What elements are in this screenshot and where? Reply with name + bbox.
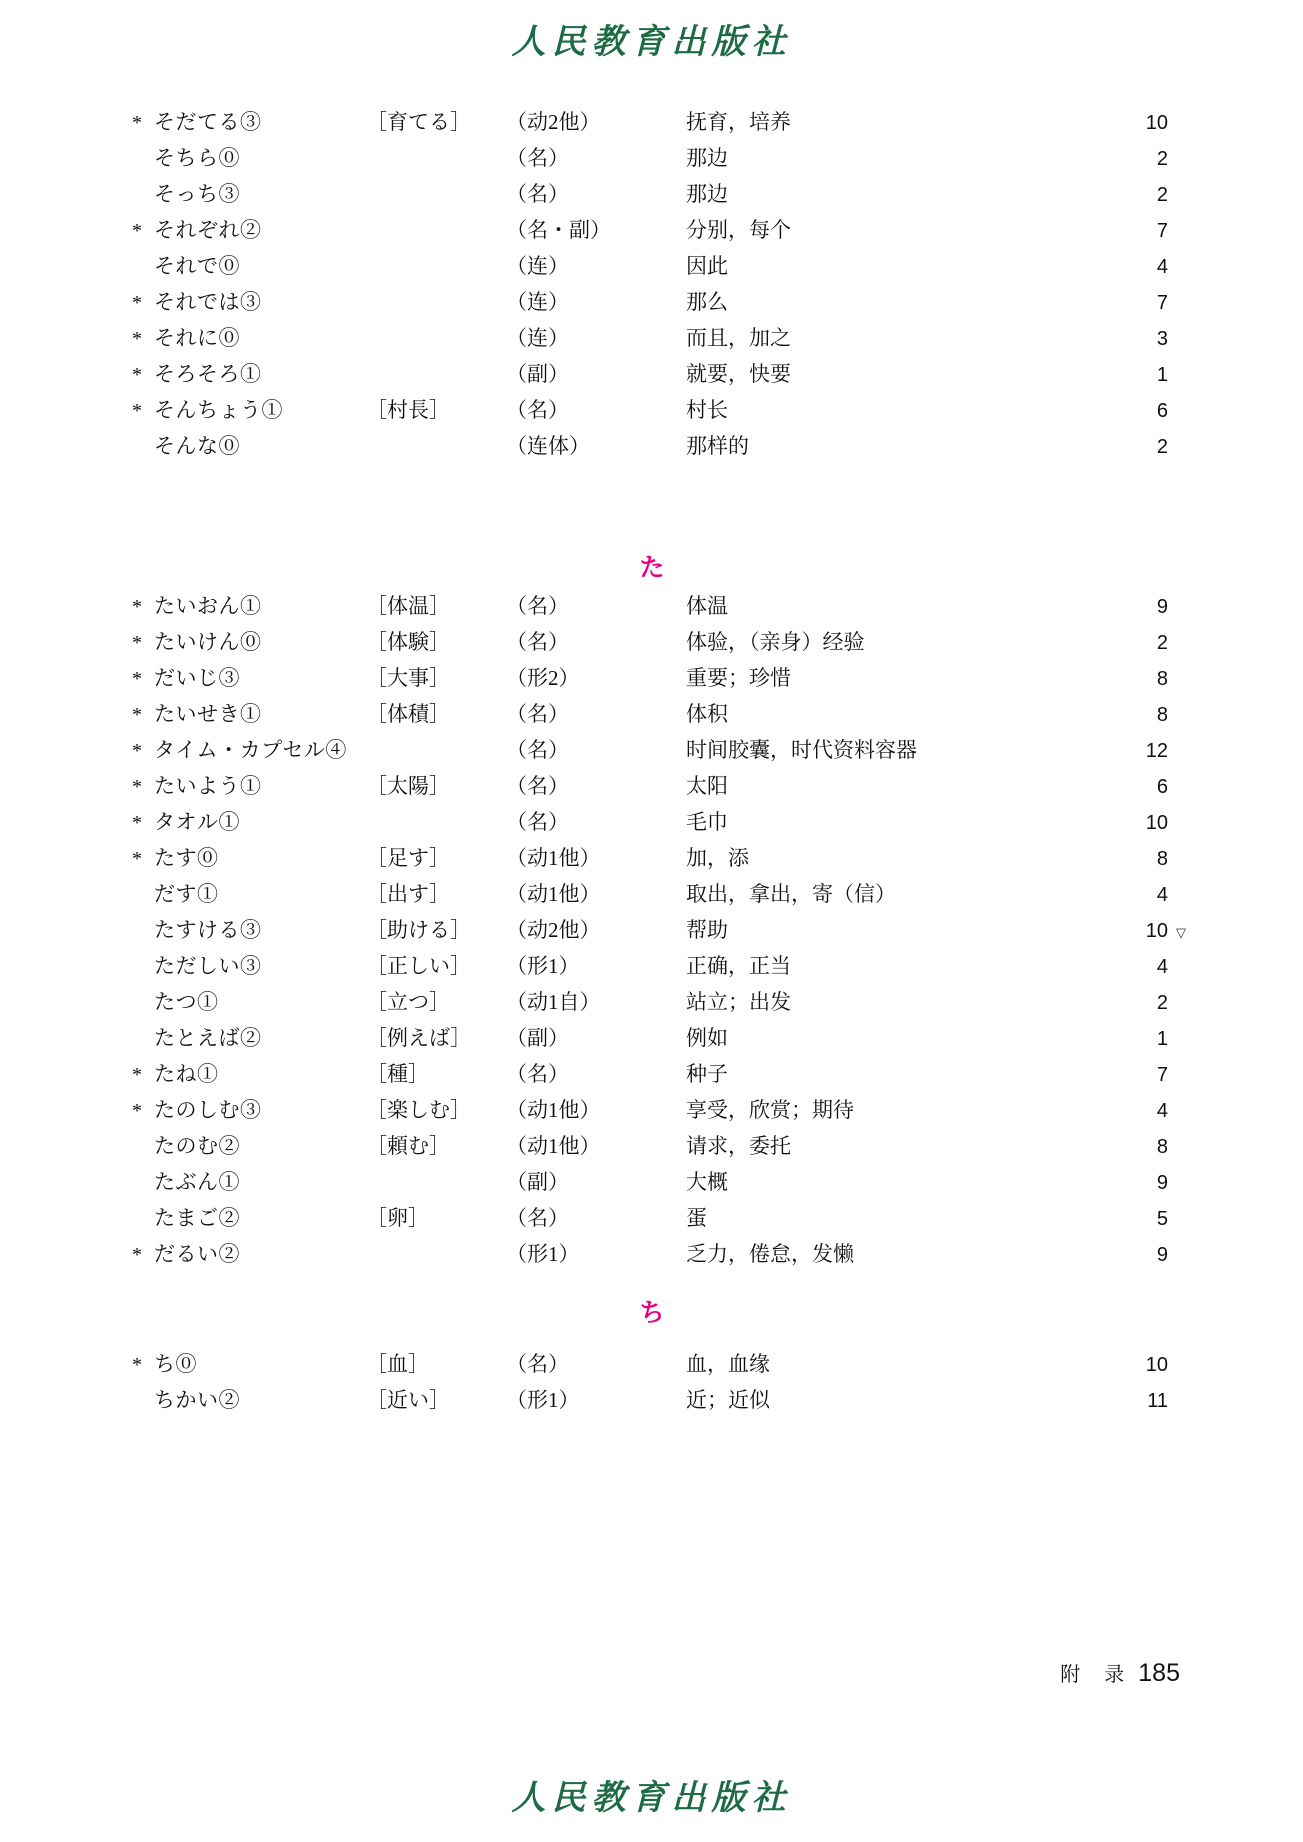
entry-meaning: 那边	[686, 182, 728, 206]
lesson-number-value: 10	[1145, 812, 1168, 834]
asterisk-mark: *	[132, 364, 142, 386]
vocab-row	[132, 214, 1172, 250]
entry-meaning: 村长	[686, 398, 728, 422]
vocab-row	[132, 358, 1172, 394]
asterisk-mark: *	[132, 292, 142, 314]
entry-meaning: 那样的	[686, 434, 749, 458]
asterisk-mark: *	[132, 1064, 142, 1086]
entry-kanji: ［血］	[366, 1352, 429, 1376]
entry-part-of-speech: （名）	[506, 1352, 569, 1376]
entry-kanji: ［例えば］	[366, 1026, 472, 1050]
lesson-number-value: 9	[1156, 596, 1168, 618]
entry-kanji: ［正しい］	[366, 954, 471, 978]
vocab-row	[132, 1022, 1172, 1058]
entry-meaning: 种子	[686, 1062, 728, 1086]
entry-lesson-number	[1094, 1028, 1172, 1051]
entry-part-of-speech: （连）	[506, 254, 569, 278]
asterisk-mark: *	[132, 400, 142, 422]
vocab-row	[132, 698, 1172, 734]
entry-kanji: ［近い］	[366, 1388, 450, 1412]
entry-kanji: ［卵］	[366, 1206, 429, 1230]
entry-kanji: ［足す］	[366, 846, 450, 870]
entry-meaning: 时间胶囊，时代资料容器	[686, 738, 917, 762]
entry-kana: たす⓪	[154, 846, 219, 870]
asterisk-mark: *	[132, 776, 142, 798]
vocab-row	[132, 662, 1172, 698]
lesson-number-value: 4	[1156, 884, 1168, 906]
entry-kana: たぶん①	[154, 1170, 240, 1194]
lesson-number-value: 9	[1156, 1172, 1168, 1194]
entry-kana: タイム・カプセル④	[154, 738, 347, 762]
entry-meaning: 就要，快要	[686, 362, 791, 386]
entry-part-of-speech: （名・副）	[506, 218, 611, 242]
entry-lesson-number	[1094, 400, 1172, 423]
asterisk-mark: *	[132, 704, 142, 726]
entry-kana: タオル①	[154, 810, 240, 834]
lesson-number-value: 2	[1156, 992, 1168, 1014]
entry-lesson-number	[1094, 436, 1172, 459]
entry-lesson-number	[1094, 1172, 1172, 1195]
entry-part-of-speech: （名）	[506, 182, 569, 206]
lesson-number-value: 7	[1156, 1064, 1168, 1086]
entry-kana: たつ①	[154, 990, 219, 1014]
entry-lesson-number	[1094, 704, 1172, 727]
entry-part-of-speech: （名）	[506, 810, 569, 834]
entry-part-of-speech: （名）	[506, 594, 569, 618]
entry-lesson-number	[1094, 632, 1172, 655]
entry-kana: そんな⓪	[154, 434, 240, 458]
entry-kanji: ［立つ］	[366, 990, 450, 1014]
entry-kana: たまご②	[154, 1206, 240, 1230]
lesson-number-value: 4	[1156, 256, 1168, 278]
asterisk-mark: *	[132, 328, 142, 350]
entry-lesson-number	[1094, 1208, 1172, 1231]
vocab-row	[132, 914, 1186, 950]
entry-lesson-number	[1094, 668, 1172, 691]
entry-part-of-speech: （名）	[506, 1062, 569, 1086]
entry-meaning: 帮助	[686, 918, 728, 942]
entry-meaning: 太阳	[686, 774, 728, 798]
lesson-number-value: 2	[1156, 148, 1168, 170]
asterisk-mark: *	[132, 812, 142, 834]
entry-lesson-number	[1094, 920, 1186, 943]
publisher-logo-bottom: 人民教育出版社	[511, 1778, 792, 1818]
entry-kana: たね①	[154, 1062, 219, 1086]
entry-lesson-number	[1094, 1244, 1172, 1267]
lesson-number-value: 7	[1156, 220, 1168, 242]
entry-kana: ち⓪	[154, 1352, 197, 1376]
entry-part-of-speech: （名）	[506, 774, 569, 798]
entry-meaning: 那么	[686, 290, 728, 314]
vocabulary-list	[132, 106, 1186, 1420]
lesson-number-value: 4	[1156, 956, 1168, 978]
entry-part-of-speech: （形1）	[506, 1242, 580, 1266]
entry-kanji: ［助ける］	[366, 918, 471, 942]
vocab-row	[132, 430, 1172, 466]
vocab-row	[132, 1058, 1172, 1094]
lesson-number-value: 2	[1156, 632, 1168, 654]
vocab-row	[132, 878, 1172, 914]
entry-kana: たいおん①	[154, 594, 262, 618]
entry-part-of-speech: （动1他）	[506, 846, 601, 870]
entry-meaning: 血，血缘	[686, 1352, 770, 1376]
vocab-row	[132, 770, 1172, 806]
entry-kana: たとえば②	[154, 1026, 262, 1050]
entry-meaning: 请求，委托	[686, 1134, 791, 1158]
lesson-number-value: 9	[1156, 1244, 1168, 1266]
entry-kana: そっち③	[154, 182, 240, 206]
publisher-logo-top: 人民教育出版社	[511, 22, 792, 62]
lesson-number-value: 8	[1156, 848, 1168, 870]
entry-kanji: ［大事］	[366, 666, 450, 690]
vocab-row	[132, 1130, 1172, 1166]
lesson-number-value: 4	[1156, 1100, 1168, 1122]
vocab-row	[132, 1094, 1172, 1130]
lesson-number-value: 6	[1156, 400, 1168, 422]
entry-lesson-number	[1094, 1100, 1172, 1123]
entry-meaning: 正确，正当	[686, 954, 791, 978]
entry-lesson-number	[1094, 220, 1172, 243]
lesson-number-value: 8	[1156, 1136, 1168, 1158]
entry-lesson-number	[1094, 992, 1172, 1015]
lesson-number-value: 8	[1156, 704, 1168, 726]
asterisk-mark: *	[132, 112, 142, 134]
asterisk-mark: *	[132, 220, 142, 242]
vocab-row	[132, 1202, 1172, 1238]
lesson-number-value: 8	[1156, 668, 1168, 690]
entry-kana: それに⓪	[154, 326, 240, 350]
entry-meaning: 例如	[686, 1026, 728, 1050]
asterisk-mark: *	[132, 632, 142, 654]
entry-lesson-number	[1094, 1390, 1172, 1413]
lesson-number-value: 11	[1147, 1390, 1168, 1412]
lesson-number-value: 7	[1156, 292, 1168, 314]
entry-meaning: 分别，每个	[686, 218, 791, 242]
lesson-number-value: 1	[1156, 364, 1168, 386]
vocab-row	[132, 250, 1172, 286]
entry-kana: たのむ②	[154, 1134, 240, 1158]
lesson-number-value: 12	[1145, 740, 1168, 762]
entry-kanji: ［育てる］	[366, 110, 471, 134]
entry-lesson-number	[1094, 1064, 1172, 1087]
page-footer	[0, 1658, 1180, 1688]
entry-part-of-speech: （形2）	[506, 666, 580, 690]
vocab-row	[132, 394, 1172, 430]
entry-kanji: ［体験］	[366, 630, 450, 654]
entry-kanji: ［村長］	[366, 398, 450, 422]
entry-kanji: ［出す］	[366, 882, 450, 906]
entry-part-of-speech: （名）	[506, 630, 569, 654]
entry-kana: そだてる③	[154, 110, 262, 134]
entry-lesson-number	[1094, 292, 1172, 315]
entry-lesson-number	[1094, 328, 1172, 351]
entry-part-of-speech: （动1他）	[506, 882, 601, 906]
entry-meaning: 重要；珍惜	[686, 666, 791, 690]
asterisk-mark: *	[132, 596, 142, 618]
section-spacer	[132, 466, 1172, 492]
asterisk-mark: *	[132, 1244, 142, 1266]
entry-kana: そちら⓪	[154, 146, 240, 170]
section-heading: た	[639, 555, 665, 582]
entry-kana: たいけん⓪	[154, 630, 262, 654]
entry-part-of-speech: （副）	[506, 1170, 569, 1194]
entry-kana: たすける③	[154, 918, 262, 942]
vocab-row	[132, 1166, 1172, 1202]
asterisk-mark: *	[132, 668, 142, 690]
entry-part-of-speech: （名）	[506, 1206, 569, 1230]
vocab-row	[132, 950, 1172, 986]
entry-lesson-number	[1094, 1354, 1172, 1377]
entry-meaning: 体验，（亲身）经验	[686, 630, 865, 654]
lesson-number-value: 2	[1156, 184, 1168, 206]
lesson-number-value: 10	[1145, 1354, 1168, 1376]
vocab-row	[132, 322, 1172, 358]
vocab-row	[132, 806, 1172, 842]
entry-kanji: ［種］	[366, 1062, 429, 1086]
vocab-row	[132, 106, 1172, 142]
entry-meaning: 取出，拿出，寄（信）	[686, 882, 896, 906]
entry-part-of-speech: （动2他）	[506, 110, 601, 134]
page-number: 185	[1138, 1659, 1180, 1687]
vocab-row	[132, 1348, 1172, 1384]
entry-kanji: ［体積］	[366, 702, 450, 726]
entry-kana: だす①	[154, 882, 219, 906]
footer-label: 附 录	[1060, 1664, 1127, 1686]
entry-meaning: 享受，欣赏；期待	[686, 1098, 854, 1122]
vocab-row	[132, 142, 1172, 178]
entry-part-of-speech: （连）	[506, 326, 569, 350]
entry-meaning: 那边	[686, 146, 728, 170]
entry-part-of-speech: （名）	[506, 702, 569, 726]
entry-lesson-number	[1094, 740, 1172, 763]
vocab-row	[132, 1238, 1172, 1274]
lesson-number-value: 1	[1156, 1028, 1168, 1050]
entry-part-of-speech: （形1）	[506, 954, 580, 978]
entry-kana: ただしい③	[154, 954, 262, 978]
entry-meaning: 毛巾	[686, 810, 728, 834]
entry-meaning: 体温	[686, 594, 728, 618]
entry-part-of-speech: （名）	[506, 146, 569, 170]
entry-lesson-number	[1094, 1136, 1172, 1159]
entry-meaning: 体积	[686, 702, 728, 726]
entry-lesson-number	[1094, 884, 1172, 907]
entry-meaning: 抚育，培养	[686, 110, 791, 134]
entry-lesson-number	[1094, 596, 1172, 619]
entry-part-of-speech: （副）	[506, 1026, 569, 1050]
entry-meaning: 因此	[686, 254, 728, 278]
entry-part-of-speech: （动1他）	[506, 1134, 601, 1158]
lesson-number-value: 10	[1145, 920, 1168, 942]
entry-kana: それぞれ②	[154, 218, 262, 242]
entry-part-of-speech: （连体）	[506, 434, 590, 458]
entry-meaning: 加，添	[686, 846, 749, 870]
entry-lesson-number	[1094, 776, 1172, 799]
entry-kana: たいよう①	[154, 774, 262, 798]
vocab-row	[132, 986, 1172, 1022]
entry-lesson-number	[1094, 956, 1172, 979]
vocab-row	[132, 734, 1172, 770]
entry-lesson-number	[1094, 184, 1172, 207]
entry-meaning: 站立；出发	[686, 990, 791, 1014]
vocab-row	[132, 178, 1172, 214]
vocab-row	[132, 590, 1172, 626]
entry-part-of-speech: （副）	[506, 362, 569, 386]
vocab-row	[132, 286, 1172, 322]
entry-kana: たのしむ③	[154, 1098, 262, 1122]
entry-meaning: 蛋	[686, 1206, 707, 1230]
entry-lesson-number	[1094, 848, 1172, 871]
vocab-row	[132, 842, 1172, 878]
entry-part-of-speech: （动1他）	[506, 1098, 601, 1122]
vocab-row	[132, 1384, 1172, 1420]
entry-lesson-number	[1094, 256, 1172, 279]
entry-part-of-speech: （动2他）	[506, 918, 601, 942]
entry-kana: それで⓪	[154, 254, 240, 278]
entry-kanji: ［楽しむ］	[366, 1098, 471, 1122]
entry-meaning: 而且，加之	[686, 326, 791, 350]
asterisk-mark: *	[132, 740, 142, 762]
entry-part-of-speech: （连）	[506, 290, 569, 314]
lesson-number-value: 10	[1145, 112, 1168, 134]
entry-kana: ちかい②	[154, 1388, 240, 1412]
entry-kanji: ［頼む］	[366, 1134, 450, 1158]
entry-note-mark: ▽	[1176, 925, 1186, 940]
entry-part-of-speech: （形1）	[506, 1388, 580, 1412]
entry-lesson-number	[1094, 112, 1172, 135]
vocab-row	[132, 626, 1172, 662]
entry-part-of-speech: （名）	[506, 738, 569, 762]
entry-part-of-speech: （动1自）	[506, 990, 601, 1014]
lesson-number-value: 2	[1156, 436, 1168, 458]
entry-kanji: ［体温］	[366, 594, 450, 618]
entry-lesson-number	[1094, 364, 1172, 387]
entry-part-of-speech: （名）	[506, 398, 569, 422]
entry-kana: たいせき①	[154, 702, 262, 726]
entry-kana: そろそろ①	[154, 362, 262, 386]
lesson-number-value: 6	[1156, 776, 1168, 798]
entry-meaning: 乏力，倦怠，发懒	[686, 1242, 854, 1266]
asterisk-mark: *	[132, 848, 142, 870]
entry-meaning: 大概	[686, 1170, 728, 1194]
entry-kanji: ［太陽］	[366, 774, 450, 798]
entry-lesson-number	[1094, 148, 1172, 171]
entry-kana: だいじ③	[154, 666, 240, 690]
asterisk-mark: *	[132, 1100, 142, 1122]
entry-kana: だるい②	[154, 1242, 240, 1266]
entry-kana: そんちょう①	[154, 398, 283, 422]
lesson-number-value: 5	[1156, 1208, 1168, 1230]
lesson-number-value: 3	[1156, 328, 1168, 350]
entry-kana: それでは③	[154, 290, 262, 314]
entry-lesson-number	[1094, 812, 1172, 835]
entry-meaning: 近；近似	[686, 1388, 770, 1412]
section-heading: ち	[639, 1300, 665, 1327]
asterisk-mark: *	[132, 1354, 142, 1376]
